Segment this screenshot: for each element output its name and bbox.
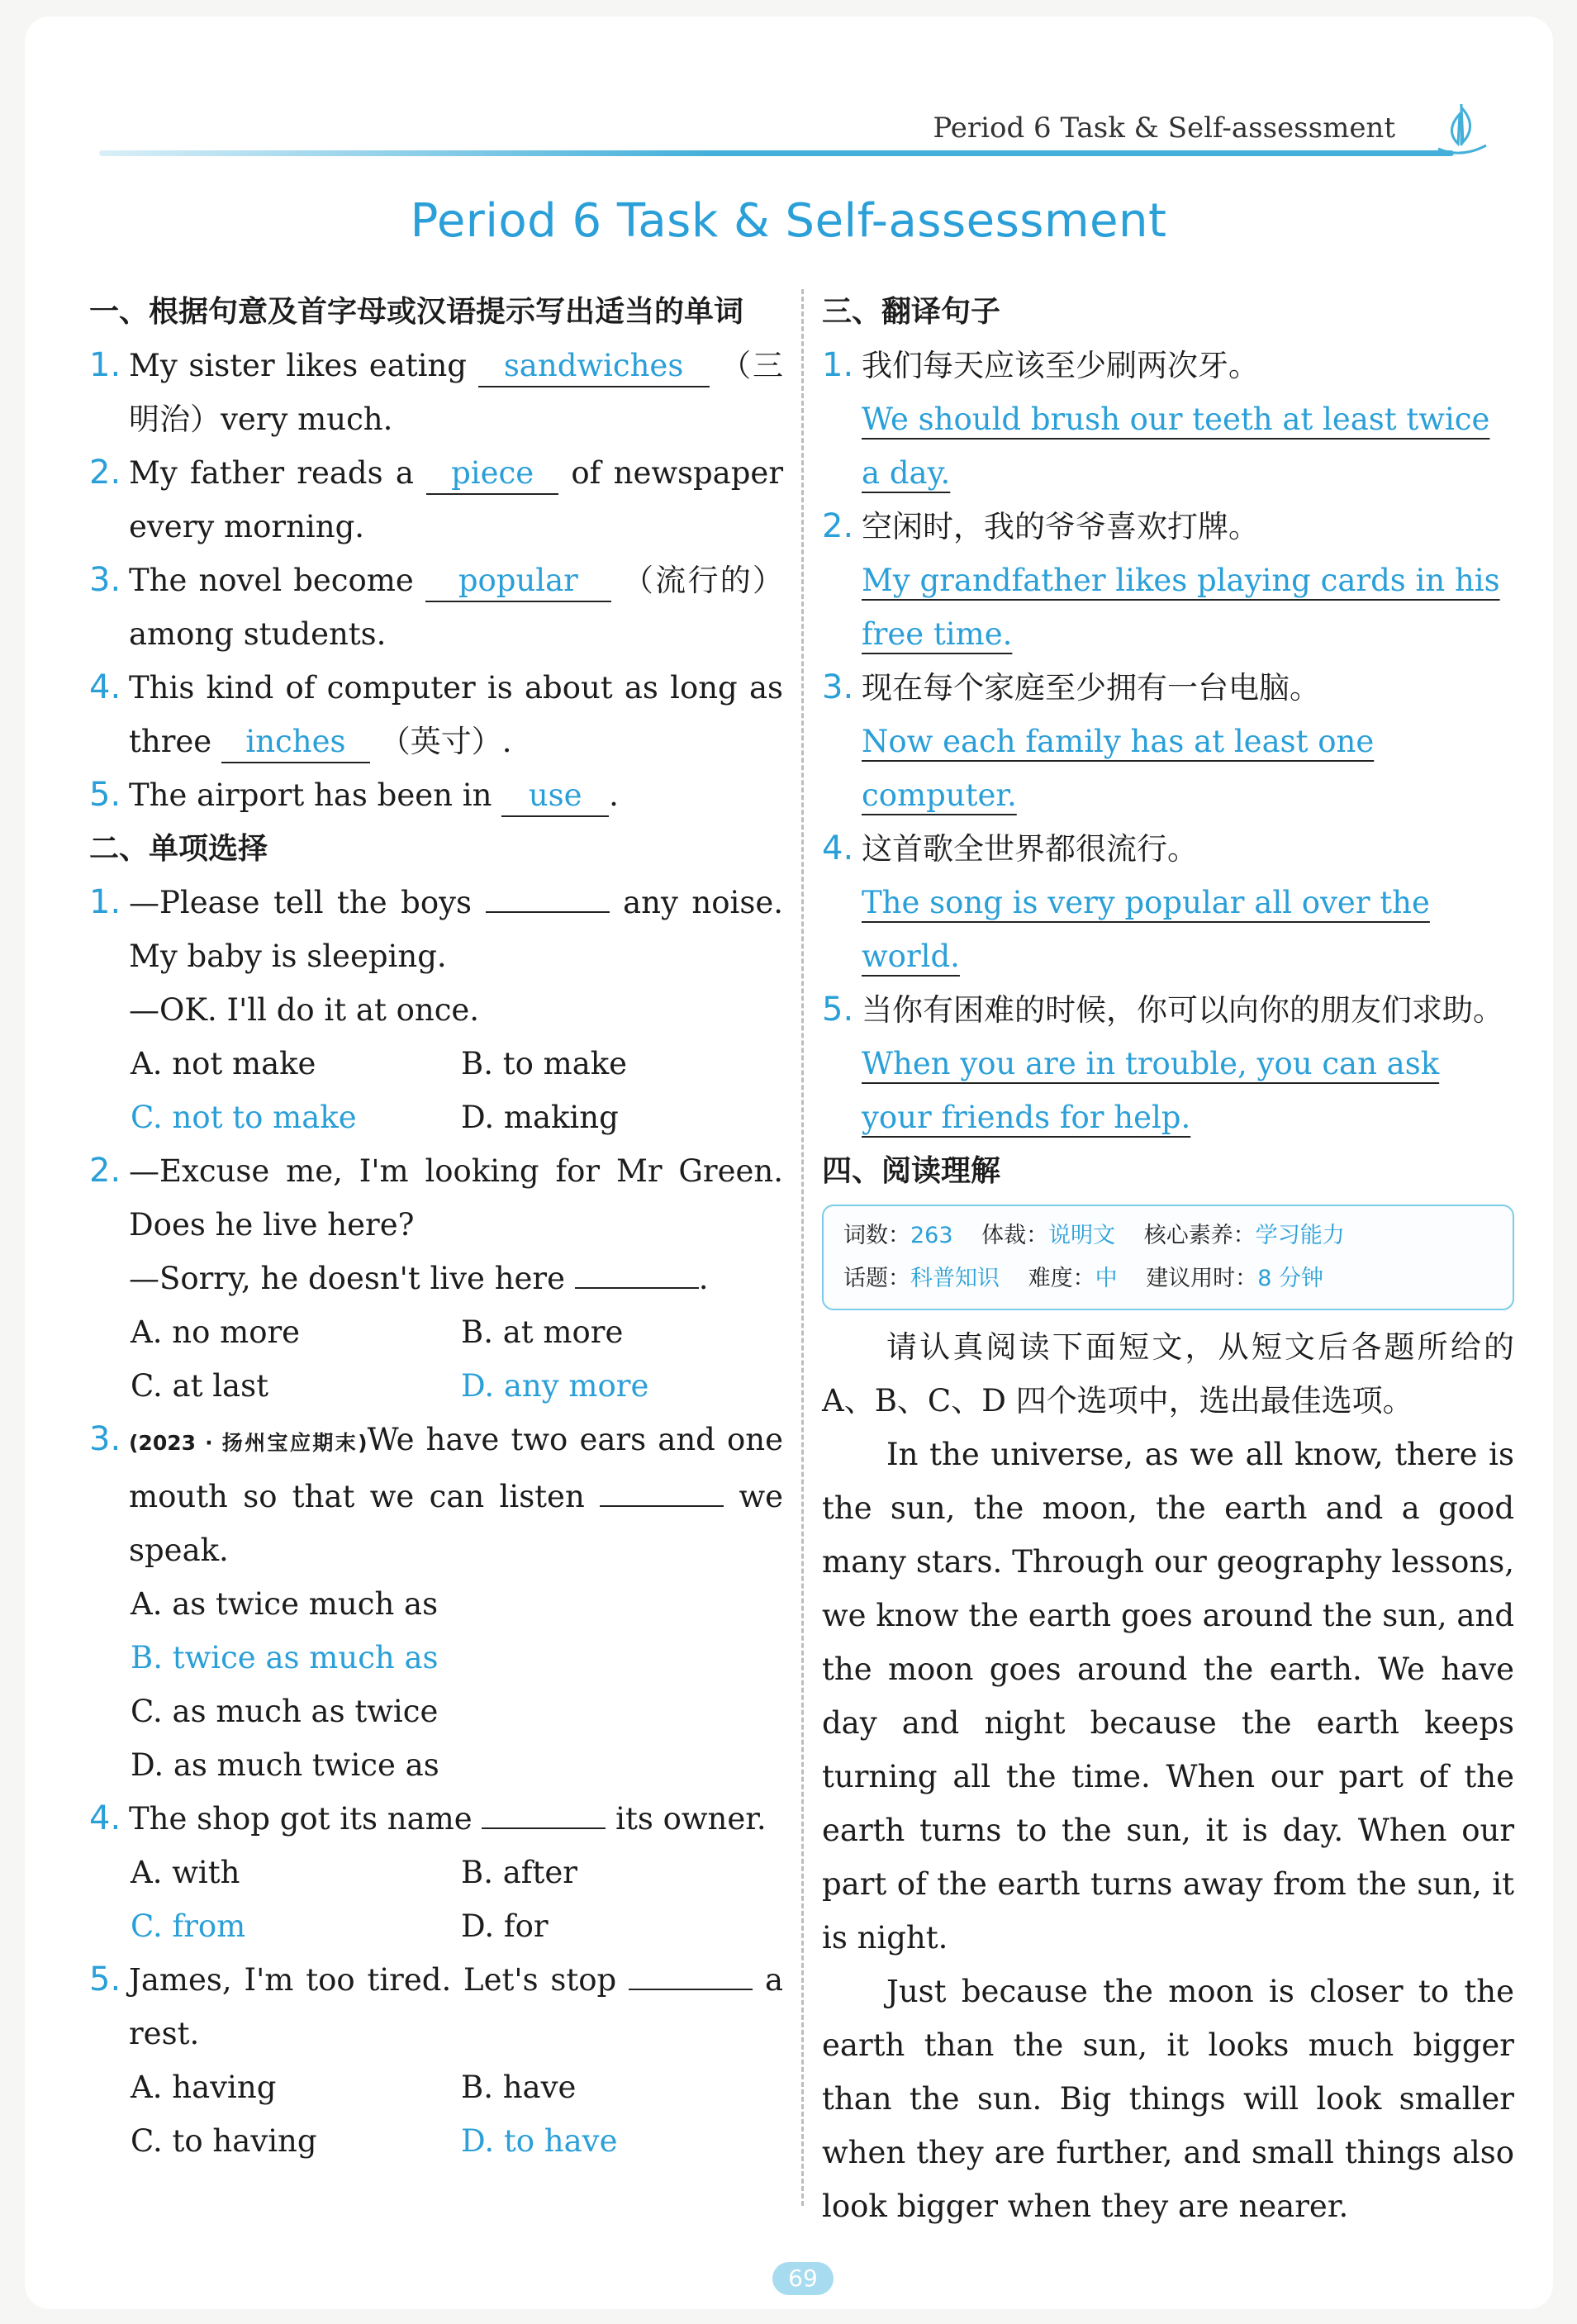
choice-question-2 bbox=[89, 1144, 783, 1305]
info-label: 核心素养： bbox=[1143, 1223, 1256, 1248]
answer-blank: use bbox=[501, 776, 609, 817]
option-c[interactable]: C. to having bbox=[131, 2123, 317, 2159]
left-column bbox=[89, 285, 783, 2168]
option-a[interactable]: A. as twice much as bbox=[131, 1586, 439, 1622]
translate-question-2 bbox=[822, 500, 1514, 661]
question-number: 3. bbox=[822, 668, 854, 706]
question-number: 1. bbox=[822, 346, 854, 384]
answer-blank: piece bbox=[426, 454, 558, 495]
translation-answer: When you are in trouble, you can ask your friends for help. bbox=[862, 1046, 1440, 1135]
question-number: 3. bbox=[89, 561, 121, 599]
suggested-time: 8 分钟 bbox=[1257, 1266, 1323, 1291]
option-d[interactable]: D. as much twice as bbox=[131, 1747, 439, 1783]
translate-question-5 bbox=[822, 983, 1514, 1144]
right-column bbox=[822, 285, 1514, 2233]
question-number: 5. bbox=[89, 776, 121, 814]
core-competency: 学习能力 bbox=[1255, 1223, 1345, 1248]
reading-instruction: 请认真阅读下面短文，从短文后各题所给的A、B、C、D 四个选项中，选出最佳选项。 bbox=[822, 1329, 1514, 1419]
answer-blank: inches bbox=[221, 722, 370, 763]
option-d[interactable]: D. making bbox=[461, 1100, 619, 1135]
answer-blank bbox=[629, 1956, 753, 1990]
info-label: 话题： bbox=[843, 1266, 910, 1291]
answer-blank bbox=[486, 878, 610, 913]
question-text: a rest. bbox=[129, 1962, 784, 2051]
choice-options-4 bbox=[131, 1846, 783, 1953]
column-divider bbox=[801, 289, 804, 2206]
question-text: —Please tell the boys bbox=[129, 885, 473, 920]
question-text: . bbox=[698, 1261, 709, 1296]
info-label: 建议用时： bbox=[1146, 1266, 1258, 1291]
question-text: （英寸）. bbox=[379, 724, 512, 759]
question-number: 5. bbox=[89, 1960, 121, 1998]
question-text: James, I'm too tired. Let's stop bbox=[129, 1962, 617, 1998]
question-number: 4. bbox=[822, 829, 854, 867]
question-text: My sister likes eating bbox=[129, 348, 467, 383]
answer-blank bbox=[482, 1794, 606, 1829]
question-text: —OK. I'll do it at once. bbox=[129, 992, 480, 1028]
question-number: 1. bbox=[89, 346, 121, 384]
chinese-sentence: 空闲时，我的爷爷喜欢打牌。 bbox=[862, 509, 1259, 544]
question-number: 4. bbox=[89, 668, 121, 706]
option-d[interactable]: D. for bbox=[461, 1908, 549, 1944]
translate-question-3 bbox=[822, 661, 1514, 822]
option-c-correct[interactable]: C. from bbox=[131, 1908, 246, 1944]
option-a[interactable]: A. with bbox=[131, 1855, 240, 1890]
vocab-question-3 bbox=[89, 554, 783, 661]
option-d-correct[interactable]: D. any more bbox=[461, 1368, 649, 1404]
choice-options-2 bbox=[131, 1305, 783, 1413]
choice-options-1 bbox=[131, 1037, 783, 1144]
translate-question-1 bbox=[822, 339, 1514, 500]
question-text: its owner. bbox=[615, 1801, 767, 1837]
difficulty: 中 bbox=[1095, 1266, 1118, 1291]
option-a[interactable]: A. not make bbox=[131, 1046, 316, 1081]
question-text: The shop got its name bbox=[129, 1801, 473, 1837]
answer-blank: popular bbox=[425, 561, 611, 602]
chinese-sentence: 现在每个家庭至少拥有一台电脑。 bbox=[862, 670, 1320, 706]
translation-answer: Now each family has at least one computer. bbox=[862, 724, 1375, 813]
passage-info-box bbox=[822, 1205, 1514, 1310]
info-label: 难度： bbox=[1028, 1266, 1095, 1291]
chinese-sentence: 这首歌全世界都很流行。 bbox=[862, 831, 1198, 867]
choice-options-5 bbox=[131, 2060, 783, 2168]
answer-blank bbox=[575, 1254, 699, 1289]
question-text: —Sorry, he doesn't live here bbox=[129, 1261, 566, 1296]
genre: 说明文 bbox=[1048, 1223, 1116, 1248]
question-number: 2. bbox=[89, 454, 121, 492]
vocab-question-4 bbox=[89, 661, 783, 768]
choice-question-1 bbox=[89, 876, 783, 1037]
question-number: 3. bbox=[89, 1420, 121, 1458]
question-text: —Excuse me, I'm looking for Mr Green. Does he live here? bbox=[129, 1153, 783, 1243]
info-row-2 bbox=[843, 1257, 1493, 1300]
question-text: . bbox=[609, 777, 619, 813]
question-number: 5. bbox=[822, 991, 854, 1029]
question-number: 2. bbox=[89, 1152, 121, 1190]
vocab-question-2 bbox=[89, 446, 783, 554]
question-text: （流行的）among students. bbox=[129, 563, 784, 652]
question-text: We have two ears and one mouth so that we can listen bbox=[129, 1422, 783, 1514]
choice-question-5 bbox=[89, 1953, 783, 2060]
choice-question-3 bbox=[89, 1413, 783, 1577]
section-heading-choice: 二、单项选择 bbox=[89, 832, 268, 866]
option-d-correct[interactable]: D. to have bbox=[461, 2123, 618, 2159]
info-label: 词数： bbox=[843, 1223, 910, 1248]
topic: 科普知识 bbox=[910, 1266, 1000, 1291]
option-b[interactable]: B. to make bbox=[461, 1046, 628, 1081]
sailboat-icon bbox=[1420, 97, 1494, 164]
question-text: any noise. My baby is sleeping. bbox=[129, 885, 783, 974]
question-number: 1. bbox=[89, 883, 121, 921]
question-text: My father reads a bbox=[129, 455, 414, 491]
choice-options-3 bbox=[131, 1577, 783, 1792]
word-count: 263 bbox=[910, 1223, 953, 1248]
info-row-1 bbox=[843, 1214, 1493, 1257]
option-b[interactable]: B. at more bbox=[461, 1314, 624, 1350]
translate-question-4 bbox=[822, 822, 1514, 983]
option-a[interactable]: A. no more bbox=[131, 1314, 301, 1350]
option-b[interactable]: B. after bbox=[461, 1855, 577, 1890]
question-text: of newspaper every morning. bbox=[129, 455, 784, 544]
header-rule bbox=[99, 150, 1454, 156]
page-title: Period 6 Task & Self-assessment bbox=[410, 194, 1167, 248]
translation-answer: The song is very popular all over the world. bbox=[862, 885, 1430, 974]
option-c[interactable]: C. as much as twice bbox=[131, 1694, 439, 1729]
section-heading-vocab: 一、根据句意及首字母或汉语提示写出适当的单词 bbox=[89, 295, 744, 329]
chinese-sentence: 当你有困难的时候，你可以向你的朋友们求助。 bbox=[862, 992, 1503, 1028]
passage-paragraph-2: Just because the moon is closer to the earth than the sun, it looks much bigger than the sun. Big things will look smaller when they are further, and small things also look bigger when they are nearer. bbox=[822, 1974, 1514, 2224]
question-text: This kind of computer is about as long as three bbox=[129, 670, 783, 759]
option-b-correct[interactable]: B. twice as much as bbox=[131, 1640, 439, 1675]
passage-paragraph-1: In the universe, as we all know, there is the sun, the moon, the earth and a good many stars. Through our geography lessons, we know the earth goes around the sun, and the moon goes around the earth. We have day and night because the earth keeps turning all the time. When our part of the earth turns to the sun, it is day. When our part of the earth turns away from the sun, it is night. bbox=[822, 1437, 1514, 1956]
translation-answer: My grandfather likes playing cards in his free time. bbox=[862, 563, 1500, 652]
option-c[interactable]: C. at last bbox=[131, 1368, 268, 1404]
translation-answer: We should brush our teeth at least twice a day. bbox=[862, 402, 1490, 491]
vocab-question-1 bbox=[89, 339, 783, 446]
answer-blank: sandwiches bbox=[478, 346, 710, 387]
chinese-sentence: 我们每天应该至少刷两次牙。 bbox=[862, 348, 1259, 383]
question-text: （三明治）very much. bbox=[129, 348, 784, 437]
question-text: The novel become bbox=[129, 563, 414, 598]
vocab-question-5 bbox=[89, 768, 783, 822]
option-a[interactable]: A. having bbox=[131, 2070, 277, 2105]
question-source: (2023 · 扬州宝应期末) bbox=[129, 1431, 368, 1455]
question-text: The airport has been in bbox=[129, 777, 492, 813]
page-number: 69 bbox=[772, 2262, 834, 2295]
question-number: 4. bbox=[89, 1799, 121, 1837]
choice-question-4 bbox=[89, 1792, 783, 1846]
section-heading-translate: 三、翻译句子 bbox=[822, 295, 1001, 329]
question-number: 2. bbox=[822, 507, 854, 545]
section-heading-reading: 四、阅读理解 bbox=[822, 1154, 1001, 1188]
info-label: 体裁： bbox=[981, 1223, 1049, 1248]
answer-blank bbox=[600, 1472, 724, 1507]
running-head: Period 6 Task & Self-assessment bbox=[933, 112, 1395, 145]
option-c-correct[interactable]: C. not to make bbox=[131, 1100, 357, 1135]
question-text: we speak. bbox=[129, 1479, 784, 1568]
option-b[interactable]: B. have bbox=[461, 2070, 577, 2105]
